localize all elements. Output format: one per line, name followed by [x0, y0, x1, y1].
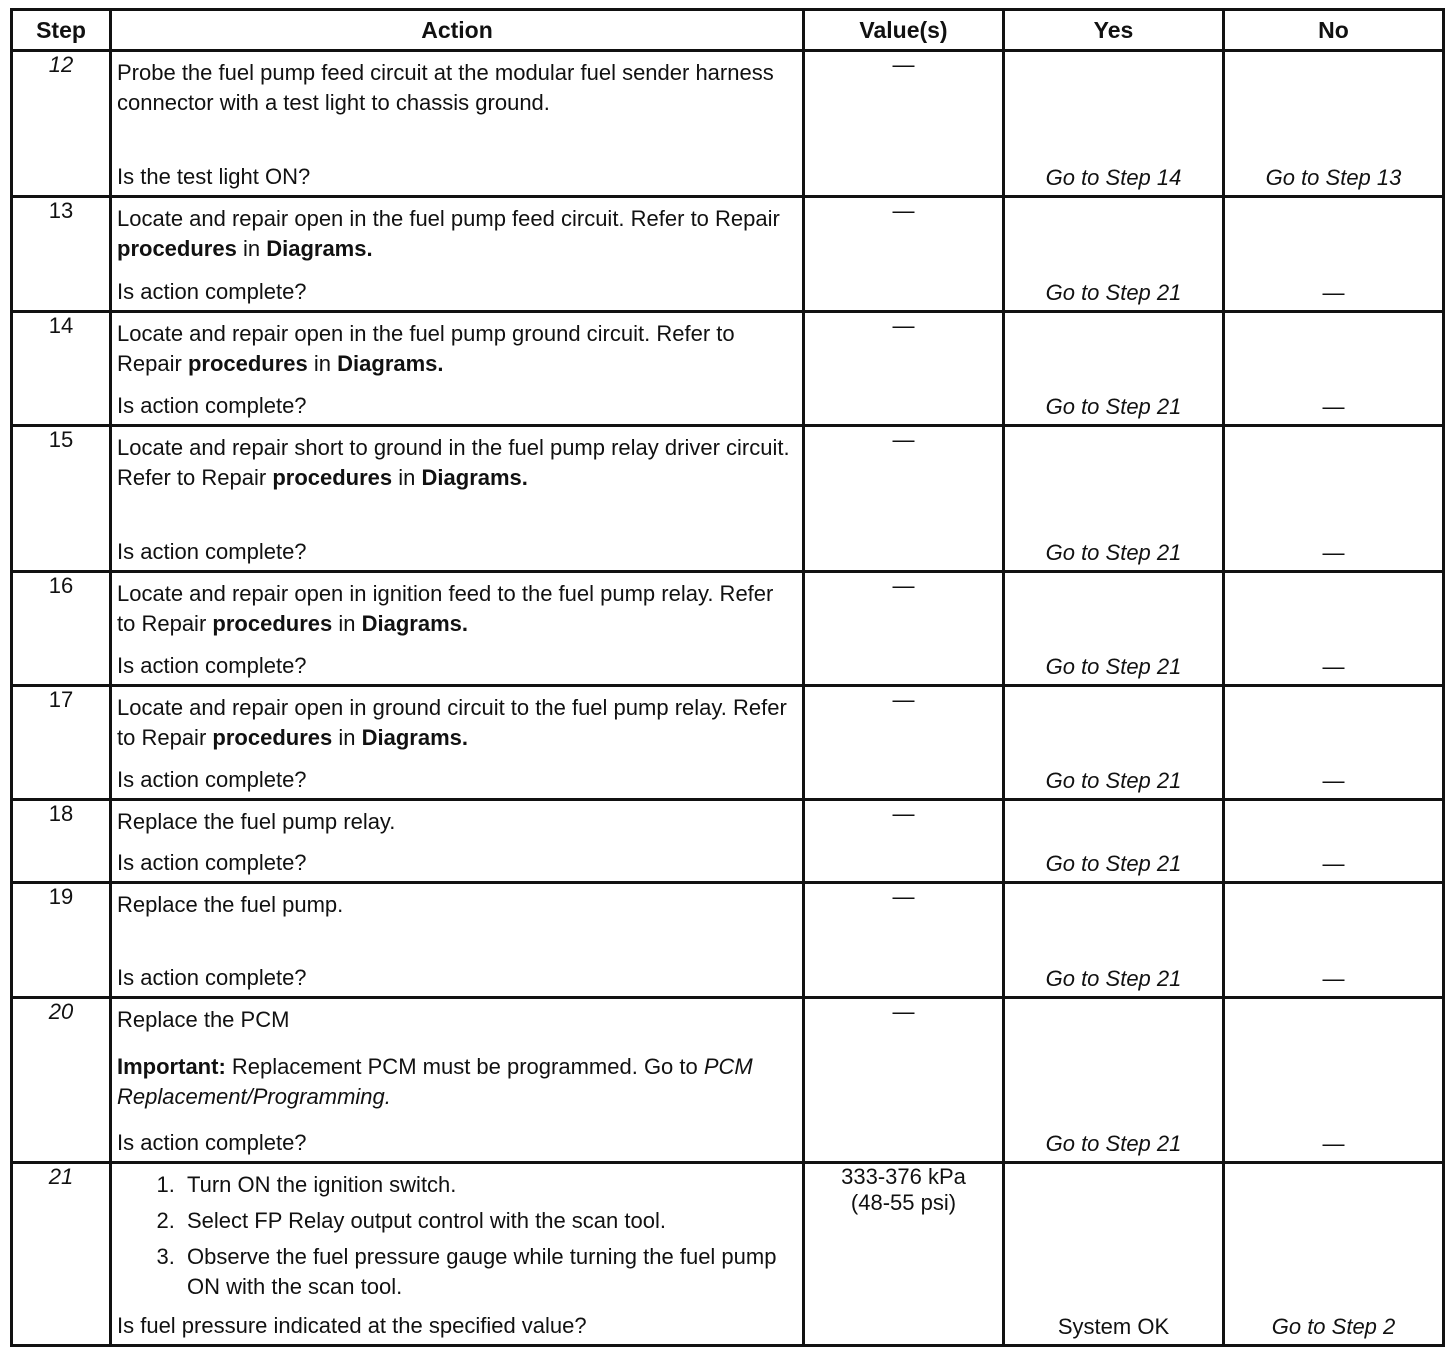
yes-cell	[1004, 51, 1224, 197]
action-text: Locate and repair short to ground in the fuel pump relay driver circuit. Refer to Repair procedures in Diagrams.	[117, 435, 790, 490]
no-cell	[1224, 51, 1444, 197]
action-question: Is action complete?	[117, 1130, 307, 1155]
yes-result: Go to Step 21	[1045, 280, 1182, 305]
yes-cell	[1004, 800, 1224, 883]
value-cell: —	[804, 426, 1004, 572]
header-value: Value(s)	[804, 10, 1004, 51]
no-result: Go to Step 13	[1265, 165, 1402, 190]
no-cell	[1224, 883, 1444, 998]
action-question: Is the test light ON?	[117, 164, 311, 189]
action-cell	[111, 1163, 804, 1346]
action-cell	[111, 197, 804, 312]
table-row	[12, 686, 1444, 800]
action-question: Is action complete?	[117, 653, 307, 678]
action-text: Locate and repair open in ground circuit to the fuel pump relay. Refer to Repair procedures in Diagrams.	[117, 695, 787, 750]
no-result: —	[1322, 654, 1345, 679]
yes-result: Go to Step 21	[1045, 768, 1182, 793]
yes-result: Go to Step 21	[1045, 654, 1182, 679]
no-cell	[1224, 1163, 1444, 1346]
table-row	[12, 312, 1444, 426]
action-cell	[111, 883, 804, 998]
action-question: Is action complete?	[117, 767, 307, 792]
yes-cell	[1004, 998, 1224, 1163]
yes-result: Go to Step 21	[1045, 1131, 1182, 1156]
action-cell	[111, 426, 804, 572]
yes-cell	[1004, 1163, 1224, 1346]
no-cell	[1224, 312, 1444, 426]
no-result: —	[1322, 851, 1345, 876]
table-row	[12, 197, 1444, 312]
yes-cell	[1004, 883, 1224, 998]
diagnostic-table	[10, 8, 1445, 1347]
procedure-list	[117, 1170, 796, 1308]
yes-cell	[1004, 572, 1224, 686]
action-cell	[111, 572, 804, 686]
step-number: 20	[12, 998, 111, 1163]
no-cell	[1224, 800, 1444, 883]
no-result: —	[1322, 280, 1345, 305]
yes-result: System OK	[1057, 1314, 1170, 1339]
step-number: 12	[12, 51, 111, 197]
yes-result: Go to Step 21	[1045, 540, 1182, 565]
header-action: Action	[111, 10, 804, 51]
step-number: 21	[12, 1163, 111, 1346]
diagnostic-table-page	[10, 8, 1442, 1347]
list-item: 2. Select FP Relay output control with the scan tool.	[181, 1206, 796, 1236]
action-text: Locate and repair open in the fuel pump ground circuit. Refer to Repair procedures in Diagrams.	[117, 321, 735, 376]
action-question: Is action complete?	[117, 539, 307, 564]
pressure-kpa: 333-376 kPa	[841, 1164, 966, 1189]
header-row	[12, 10, 1444, 51]
value-cell: —	[804, 572, 1004, 686]
no-cell	[1224, 998, 1444, 1163]
header-yes: Yes	[1004, 10, 1224, 51]
list-item: 1. Turn ON the ignition switch.	[181, 1170, 796, 1200]
value-cell: —	[804, 800, 1004, 883]
table-row	[12, 426, 1444, 572]
action-question: Is action complete?	[117, 279, 307, 304]
action-question: Is fuel pressure indicated at the specified value?	[117, 1313, 587, 1338]
important-note: Important: Replacement PCM must be programmed. Go to PCM Replacement/Programming.	[117, 1053, 753, 1109]
step-number: 14	[12, 312, 111, 426]
action-question: Is action complete?	[117, 850, 307, 875]
table-row	[12, 1163, 1444, 1346]
yes-result: Go to Step 21	[1045, 966, 1182, 991]
value-cell: —	[804, 883, 1004, 998]
action-question: Is action complete?	[117, 965, 307, 990]
yes-result: Go to Step 21	[1045, 851, 1182, 876]
no-result: Go to Step 2	[1271, 1314, 1396, 1339]
pressure-psi: (48-55 psi)	[850, 1190, 957, 1215]
action-cell	[111, 998, 804, 1163]
no-result: —	[1322, 966, 1345, 991]
table-row	[12, 800, 1444, 883]
no-cell	[1224, 572, 1444, 686]
table-row	[12, 883, 1444, 998]
yes-cell	[1004, 197, 1224, 312]
action-cell	[111, 51, 804, 197]
table-row	[12, 998, 1444, 1163]
header-step: Step	[12, 10, 111, 51]
action-question: Is action complete?	[117, 393, 307, 418]
no-result: —	[1322, 394, 1345, 419]
value-cell	[804, 1163, 1004, 1346]
yes-cell	[1004, 312, 1224, 426]
action-text: Probe the fuel pump feed circuit at the modular fuel sender harness connector with a test light to chassis ground.	[117, 60, 774, 115]
no-result: —	[1322, 540, 1345, 565]
table-row	[12, 572, 1444, 686]
value-cell: —	[804, 51, 1004, 197]
no-result: —	[1322, 1131, 1345, 1156]
yes-cell	[1004, 686, 1224, 800]
no-cell	[1224, 686, 1444, 800]
yes-result: Go to Step 21	[1045, 394, 1182, 419]
action-text: Replace the fuel pump relay.	[117, 809, 396, 834]
action-cell	[111, 686, 804, 800]
list-item: 3. Observe the fuel pressure gauge while turning the fuel pump ON with the scan tool.	[181, 1242, 796, 1302]
step-number: 16	[12, 572, 111, 686]
action-text: Locate and repair open in ignition feed to the fuel pump relay. Refer to Repair procedures in Diagrams.	[117, 581, 774, 636]
step-number: 13	[12, 197, 111, 312]
yes-result: Go to Step 14	[1045, 165, 1182, 190]
table-row	[12, 51, 1444, 197]
action-text: Locate and repair open in the fuel pump feed circuit. Refer to Repair procedures in Diagrams.	[117, 206, 780, 261]
yes-cell	[1004, 426, 1224, 572]
action-text: Replace the fuel pump.	[117, 892, 344, 917]
step-number: 15	[12, 426, 111, 572]
action-text: Replace the PCM	[117, 1007, 290, 1032]
value-cell: —	[804, 197, 1004, 312]
no-cell	[1224, 197, 1444, 312]
value-cell: —	[804, 312, 1004, 426]
step-number: 19	[12, 883, 111, 998]
value-cell: —	[804, 686, 1004, 800]
pcm-programming-reference: PCM Replacement/Programming.	[117, 1053, 753, 1109]
action-cell	[111, 800, 804, 883]
step-number: 17	[12, 686, 111, 800]
no-cell	[1224, 426, 1444, 572]
no-result: —	[1322, 768, 1345, 793]
value-cell: —	[804, 998, 1004, 1163]
header-no: No	[1224, 10, 1444, 51]
step-number: 18	[12, 800, 111, 883]
action-cell	[111, 312, 804, 426]
